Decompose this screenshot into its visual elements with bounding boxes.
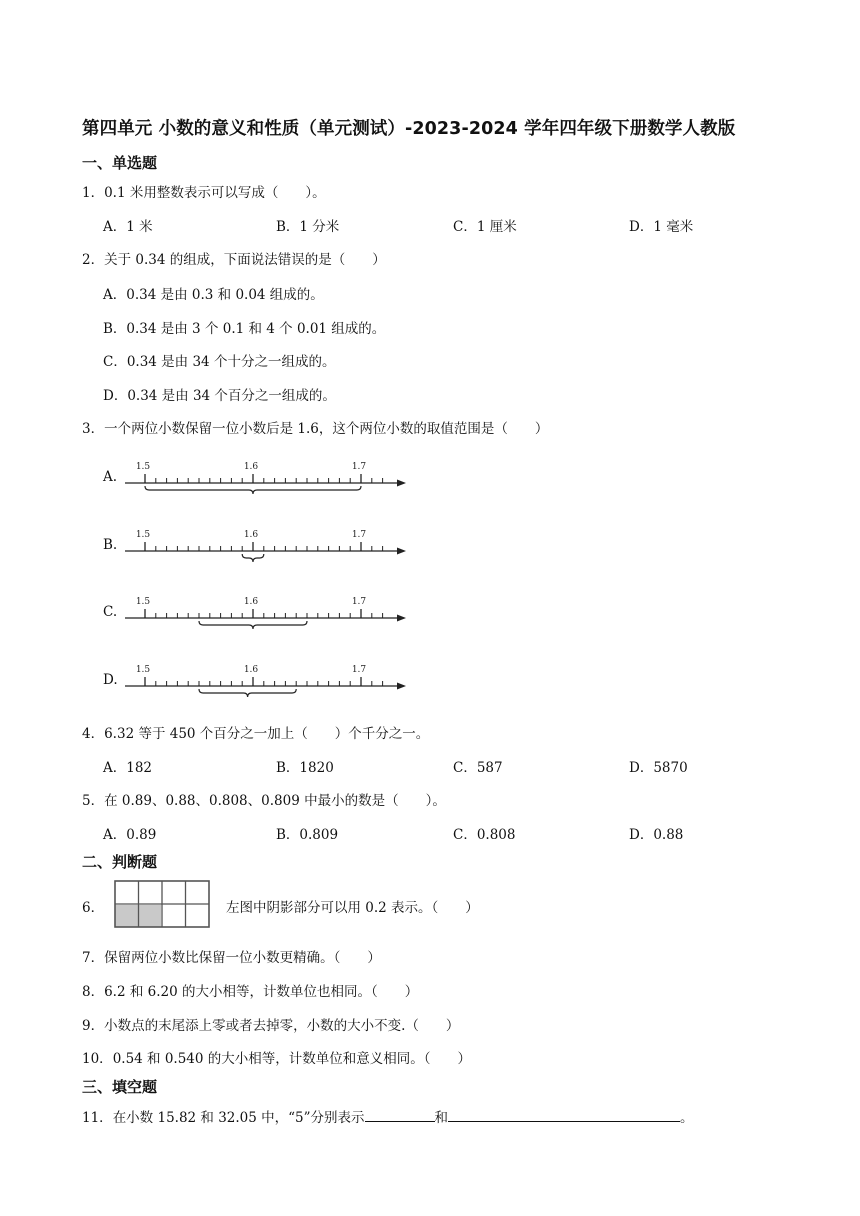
q2-option-d: D．0.34 是由 34 个百分之一组成的。	[103, 388, 336, 404]
question-text: 一个两位小数保留一位小数后是 1.6，这个两位小数的取值范围是（ ）	[104, 421, 549, 437]
tick-label: 1.6	[243, 597, 259, 607]
q3-option-a-label: A.	[103, 469, 118, 485]
q1-option-d: D．1 毫米	[629, 219, 694, 235]
tick-label: 1.7	[351, 462, 367, 472]
question-number: 1．	[82, 185, 105, 201]
question-5	[82, 789, 446, 809]
q5-option-b: B．0.809	[276, 827, 339, 843]
question-text: 在 0.89、0.88、0.808、0.809 中最小的数是（ ）。	[104, 793, 446, 809]
question-number: 2．	[82, 252, 105, 268]
question-number: 9．	[82, 1018, 105, 1034]
tick-label: 1.7	[351, 665, 367, 675]
q4-option-c: C．587	[453, 760, 503, 776]
question-number: 4．	[82, 726, 105, 742]
q1-option-b: B．1 分米	[276, 219, 340, 235]
section-heading-fill-in: 三、填空题	[82, 1078, 158, 1096]
question-2	[82, 248, 386, 268]
question-4	[82, 722, 429, 742]
question-number: 7．	[82, 950, 105, 966]
axis-arrow-icon	[397, 683, 406, 690]
q3-number-line-c	[125, 590, 415, 650]
tick-label: 1.5	[135, 462, 151, 472]
question-text: 6.2 和 6.20 的大小相等，计数单位也相同。（ ）	[104, 984, 419, 1000]
answer-blank-2[interactable]	[448, 1107, 680, 1122]
q4-option-a: A．182	[103, 760, 153, 776]
tick-label: 1.6	[243, 665, 259, 675]
question-10	[82, 1047, 471, 1067]
question-text-connector: 和	[434, 1110, 449, 1126]
question-number: 10．	[82, 1051, 113, 1067]
question-text: 0.54 和 0.540 的大小相等，计数单位和意义相同。（ ）	[112, 1051, 472, 1067]
question-text: 保留两位小数比保留一位小数更精确。（ ）	[104, 950, 381, 966]
page-title: 第四单元 小数的意义和性质（单元测试）-2023-2024 学年四年级下册数学人教版	[82, 119, 736, 139]
tick-label: 1.6	[243, 530, 259, 540]
range-brace	[242, 554, 264, 562]
axis-arrow-icon	[397, 548, 406, 555]
q3-number-line-d	[125, 658, 415, 718]
question-9	[82, 1014, 459, 1034]
question-text: 小数点的末尾添上零或者去掉零，小数的大小不变.（ ）	[104, 1018, 460, 1034]
question-number: 3．	[82, 421, 105, 437]
axis-arrow-icon	[397, 615, 406, 622]
question-6-text: 左图中阴影部分可以用 0.2 表示。（ ）	[226, 900, 479, 916]
tick-label: 1.6	[243, 462, 259, 472]
tick-label: 1.5	[135, 597, 151, 607]
q5-option-d: D．0.88	[629, 827, 684, 843]
answer-blank-1[interactable]	[365, 1107, 435, 1122]
question-text: 关于 0.34 的组成，下面说法错误的是（ ）	[104, 252, 386, 268]
range-brace	[145, 486, 361, 494]
tick-label: 1.7	[351, 530, 367, 540]
q1-option-a: A．1 米	[103, 219, 153, 235]
question-number: 11．	[82, 1110, 113, 1126]
range-brace	[199, 689, 296, 697]
q4-option-b: B．1820	[276, 760, 334, 776]
question-number: 5．	[82, 793, 105, 809]
q2-option-b: B．0.34 是由 3 个 0.1 和 4 个 0.01 组成的。	[103, 321, 386, 337]
axis-arrow-icon	[397, 480, 406, 487]
q5-option-c: C．0.808	[453, 827, 516, 843]
question-number: 8．	[82, 984, 105, 1000]
tick-label: 1.7	[351, 597, 367, 607]
question-text: 0.1 米用整数表示可以写成（ ）。	[104, 185, 326, 201]
q4-option-d: D．5870	[629, 760, 688, 776]
question-text: 6.32 等于 450 个百分之一加上（ ）个千分之一。	[104, 726, 430, 742]
range-brace	[199, 621, 307, 629]
q3-option-b-label: B.	[103, 537, 118, 553]
question-7	[82, 946, 381, 966]
question-text: 在小数 15.82 和 32.05 中，“5”分别表示	[112, 1110, 365, 1126]
q1-option-c: C．1 厘米	[453, 219, 517, 235]
tick-label: 1.5	[135, 665, 151, 675]
q2-option-c: C．0.34 是由 34 个十分之一组成的。	[103, 354, 336, 370]
question-text-end: 。	[680, 1110, 694, 1126]
section-heading-single-choice: 一、单选题	[82, 154, 158, 172]
q3-number-line-a	[125, 455, 415, 515]
q3-number-line-b	[125, 523, 415, 583]
q3-option-c-label: C.	[103, 604, 118, 620]
q6-shaded-grid-figure	[114, 880, 210, 928]
question-8	[82, 980, 418, 1000]
section-heading-true-false: 二、判断题	[82, 853, 158, 871]
q2-option-a: A．0.34 是由 0.3 和 0.04 组成的。	[103, 287, 324, 303]
q3-option-d-label: D.	[103, 672, 118, 688]
q5-option-a: A．0.89	[103, 827, 157, 843]
question-3	[82, 417, 548, 437]
question-11	[82, 1106, 694, 1126]
tick-label: 1.5	[135, 530, 151, 540]
question-6-number: 6．	[82, 900, 105, 916]
question-1	[82, 181, 326, 201]
